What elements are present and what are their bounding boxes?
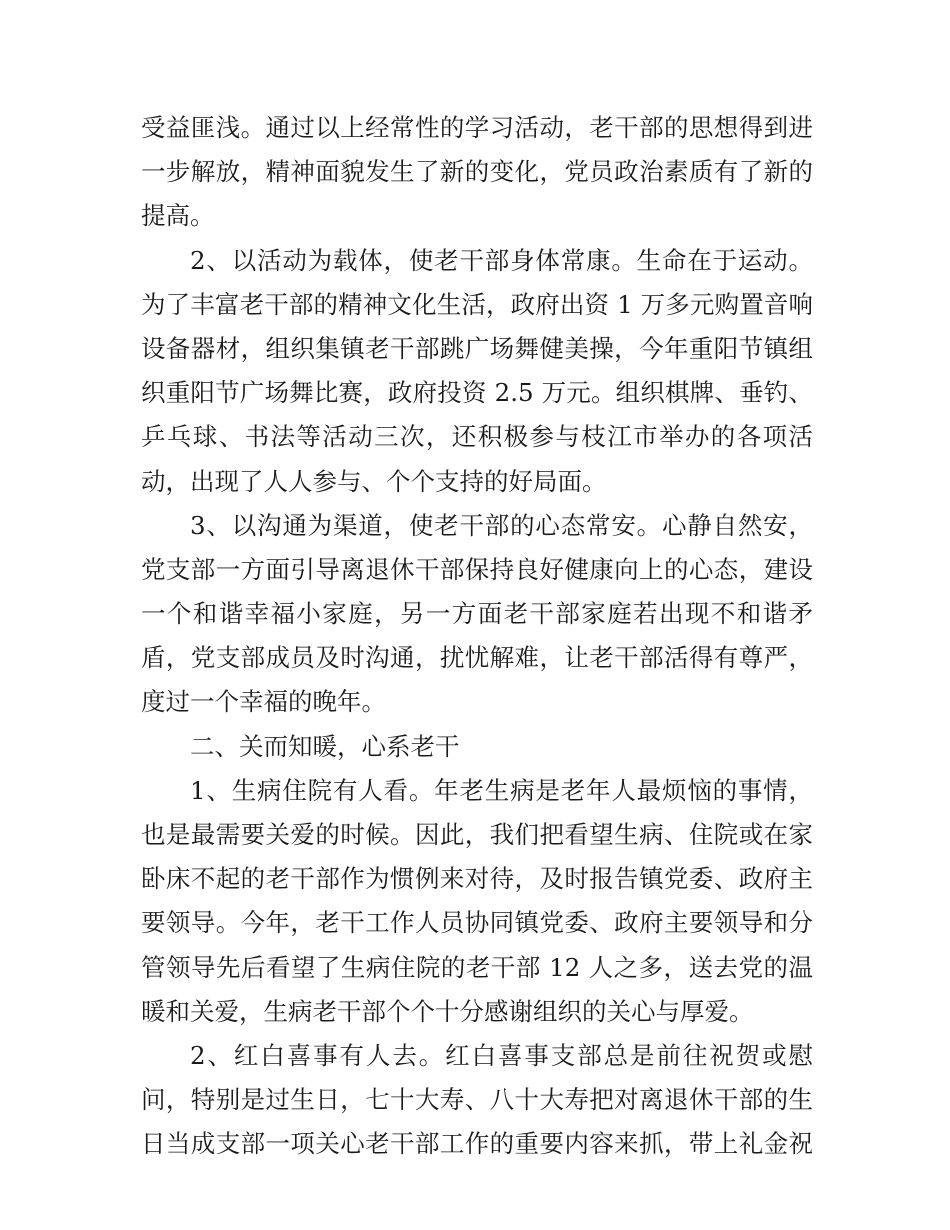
text-line: 设备器材，组织集镇老干部跳广场舞健美操，今年重阳节镇组 <box>141 333 813 363</box>
text-line: 1、生病住院有人看。年老生病是老年人最烦恼的事情， <box>190 775 813 805</box>
text-line: 受益匪浅。通过以上经常性的学习活动，老干部的思想得到进 <box>141 113 813 142</box>
text-line: 管领导先后看望了生病住院的老干部 12 人之多，送去党的温 <box>141 952 813 982</box>
text-line: 二、关而知暖，心系老干 <box>190 731 460 761</box>
text-line: 也是最需要关爱的时候。因此，我们把看望生病、住院或在家 <box>141 820 813 849</box>
text-line: 党支部一方面引导离退休干部保持良好健康向上的心态，建设 <box>141 554 813 584</box>
text-line: 日当成支部一项关心老干部工作的重要内容来抓，带上礼金祝 <box>141 1129 813 1159</box>
text-line: 卧床不起的老干部作为惯例来对待，及时报告镇党委、政府主 <box>141 864 813 894</box>
text-line: 为了丰富老干部的精神文化生活，政府出资 1 万多元购置音响 <box>141 289 813 319</box>
text-line: 要领导。今年，老干工作人员协同镇党委、政府主要领导和分 <box>141 908 813 938</box>
text-line: 提高。 <box>141 201 215 231</box>
text-line: 3、以沟通为渠道，使老干部的心态常安。心静自然安， <box>190 510 813 540</box>
text-line: 盾，党支部成员及时沟通，扰忧解难，让老干部活得有尊严， <box>141 643 813 673</box>
text-line: 织重阳节广场舞比赛，政府投资 2.5 万元。组织棋牌、垂钓、 <box>141 378 813 408</box>
text-line: 暖和关爱，生病老干部个个十分感谢组织的关心与厚爱。 <box>141 996 754 1026</box>
text-line: 一步解放，精神面貌发生了新的变化，党员政治素质有了新的 <box>141 157 813 187</box>
text-line: 一个和谐幸福小家庭，另一方面老干部家庭若出现不和谐矛 <box>141 599 813 629</box>
text-line: 乒乓球、书法等活动三次，还积极参与枝江市举办的各项活 <box>141 422 813 452</box>
text-line: 2、红白喜事有人去。红白喜事支部总是前往祝贺或慰 <box>190 1040 813 1070</box>
body-text <box>141 106 813 1167</box>
text-line: 度过一个幸福的晚年。 <box>141 687 386 717</box>
text-line: 问，特别是过生日，七十大寿、八十大寿把对离退休干部的生 <box>141 1085 813 1115</box>
text-line: 动，出现了人人参与、个个支持的好局面。 <box>141 466 607 496</box>
text-line: 2、以活动为载体，使老干部身体常康。生命在于运动。 <box>190 245 813 275</box>
